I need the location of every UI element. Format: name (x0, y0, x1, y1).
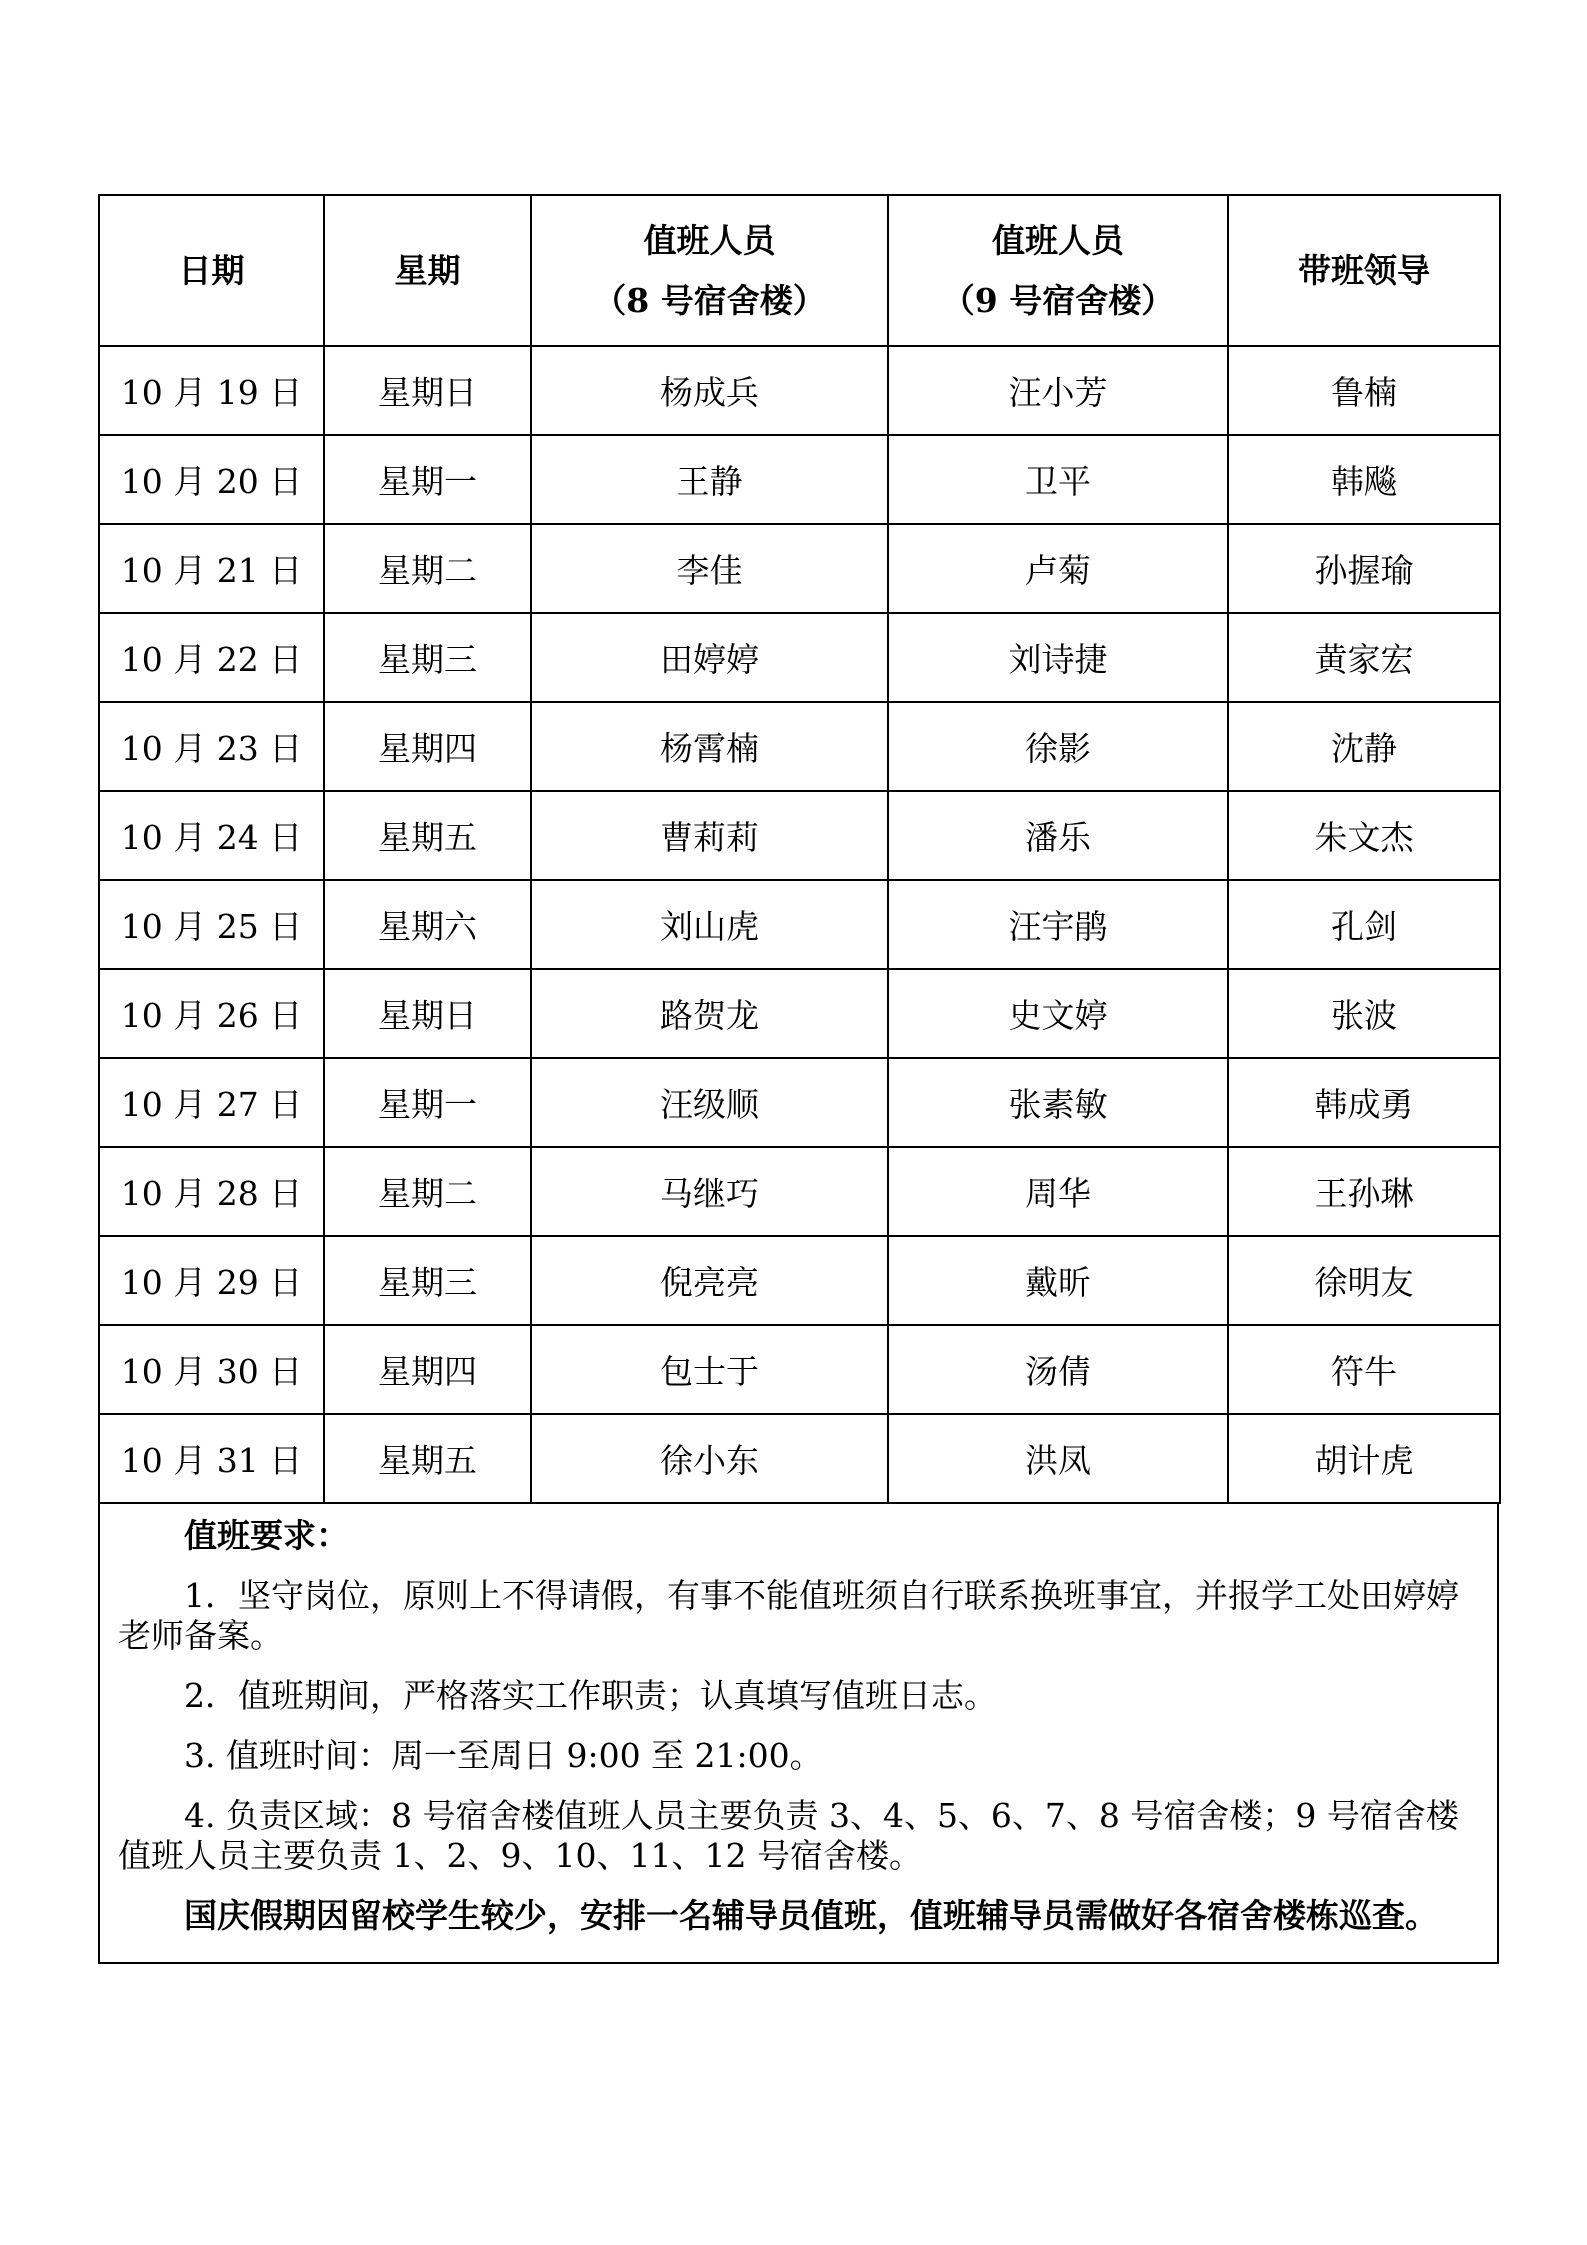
staff-building-8-cell: 王静 (531, 435, 888, 524)
weekday-cell: 星期四 (324, 1325, 531, 1414)
staff-building-8-cell: 曹莉莉 (531, 791, 888, 880)
date-cell: 10 月 29 日 (99, 1236, 324, 1325)
staff-building-8-cell: 田婷婷 (531, 613, 888, 702)
table-header-row (99, 195, 1500, 346)
date-cell: 10 月 21 日 (99, 524, 324, 613)
duty-schedule-table (98, 194, 1501, 1504)
table-row (99, 969, 1500, 1058)
leader-cell: 符牛 (1228, 1325, 1500, 1414)
weekday-cell: 星期三 (324, 613, 531, 702)
table-row (99, 346, 1500, 435)
staff-building-8-cell: 路贺龙 (531, 969, 888, 1058)
header-staff-building-8: 值班人员 （8 号宿舍楼） (531, 195, 888, 346)
leader-cell: 韩成勇 (1228, 1058, 1500, 1147)
date-cell: 10 月 30 日 (99, 1325, 324, 1414)
weekday-cell: 星期六 (324, 880, 531, 969)
staff-building-8-cell: 倪亮亮 (531, 1236, 888, 1325)
weekday-cell: 星期一 (324, 435, 531, 524)
date-cell: 10 月 31 日 (99, 1414, 324, 1503)
header-weekday: 星期 (324, 195, 531, 346)
table-row (99, 613, 1500, 702)
staff-building-8-cell: 马继巧 (531, 1147, 888, 1236)
table-row (99, 524, 1500, 613)
staff-building-8-cell: 包士于 (531, 1325, 888, 1414)
staff-building-8-cell: 徐小东 (531, 1414, 888, 1503)
holiday-note: 国庆假期因留校学生较少，安排一名辅导员值班，值班辅导员需做好各宿舍楼栋巡查。 (184, 1896, 1438, 1935)
header-staff-building-9: 值班人员 （9 号宿舍楼） (888, 195, 1228, 346)
table-row (99, 1236, 1500, 1325)
leader-cell: 孙握瑜 (1228, 524, 1500, 613)
date-cell: 10 月 26 日 (99, 969, 324, 1058)
table-row (99, 435, 1500, 524)
staff-building-8-cell: 杨成兵 (531, 346, 888, 435)
staff-building-9-cell: 卫平 (888, 435, 1228, 524)
leader-cell: 王孙琳 (1228, 1147, 1500, 1236)
weekday-cell: 星期三 (324, 1236, 531, 1325)
table-row (99, 1414, 1500, 1503)
staff-building-9-cell: 张素敏 (888, 1058, 1228, 1147)
date-cell: 10 月 25 日 (99, 880, 324, 969)
weekday-cell: 星期日 (324, 346, 531, 435)
staff-building-8-cell: 李佳 (531, 524, 888, 613)
date-cell: 10 月 28 日 (99, 1147, 324, 1236)
table-row (99, 1147, 1500, 1236)
weekday-cell: 星期四 (324, 702, 531, 791)
staff-building-9-cell: 汪小芳 (888, 346, 1228, 435)
leader-cell: 黄家宏 (1228, 613, 1500, 702)
leader-cell: 胡计虎 (1228, 1414, 1500, 1503)
staff-building-9-cell: 汤倩 (888, 1325, 1228, 1414)
staff-building-8-cell: 刘山虎 (531, 880, 888, 969)
table-row (99, 791, 1500, 880)
date-cell: 10 月 22 日 (99, 613, 324, 702)
leader-cell: 鲁楠 (1228, 346, 1500, 435)
leader-cell: 孔剑 (1228, 880, 1500, 969)
weekday-cell: 星期二 (324, 1147, 531, 1236)
date-cell: 10 月 20 日 (99, 435, 324, 524)
staff-building-9-cell: 徐影 (888, 702, 1228, 791)
weekday-cell: 星期五 (324, 791, 531, 880)
duty-roster-document (98, 194, 1499, 1964)
staff-building-9-cell: 汪宇鹃 (888, 880, 1228, 969)
table-row (99, 1325, 1500, 1414)
requirement-item-4: 4. 负责区域：8 号宿舍楼值班人员主要负责 3、4、5、6、7、8 号宿舍楼；9 号宿舍楼值班人员主要负责 1、2、9、10、11、12 号宿舍楼。 (118, 1796, 1459, 1875)
date-cell: 10 月 24 日 (99, 791, 324, 880)
table-row (99, 702, 1500, 791)
date-cell: 10 月 27 日 (99, 1058, 324, 1147)
table-row (99, 1058, 1500, 1147)
leader-cell: 韩飚 (1228, 435, 1500, 524)
weekday-cell: 星期五 (324, 1414, 531, 1503)
staff-building-9-cell: 戴昕 (888, 1236, 1228, 1325)
staff-building-9-cell: 潘乐 (888, 791, 1228, 880)
staff-building-8-cell: 杨霄楠 (531, 702, 888, 791)
leader-cell: 沈静 (1228, 702, 1500, 791)
staff-building-8-cell: 汪级顺 (531, 1058, 888, 1147)
weekday-cell: 星期日 (324, 969, 531, 1058)
staff-building-9-cell: 刘诗捷 (888, 613, 1228, 702)
leader-cell: 徐明友 (1228, 1236, 1500, 1325)
staff-building-9-cell: 周华 (888, 1147, 1228, 1236)
staff-building-9-cell: 洪凤 (888, 1414, 1228, 1503)
requirement-item-1: 1．坚守岗位，原则上不得请假，有事不能值班须自行联系换班事宜，并报学工处田婷婷老师备案。 (118, 1576, 1459, 1655)
table-body (99, 346, 1500, 1503)
duty-requirements (98, 1504, 1499, 1964)
weekday-cell: 星期一 (324, 1058, 531, 1147)
header-leader: 带班领导 (1228, 195, 1500, 346)
leader-cell: 朱文杰 (1228, 791, 1500, 880)
table-row (99, 880, 1500, 969)
weekday-cell: 星期二 (324, 524, 531, 613)
header-date: 日期 (99, 195, 324, 346)
leader-cell: 张波 (1228, 969, 1500, 1058)
staff-building-9-cell: 卢菊 (888, 524, 1228, 613)
date-cell: 10 月 19 日 (99, 346, 324, 435)
staff-building-9-cell: 史文婷 (888, 969, 1228, 1058)
date-cell: 10 月 23 日 (99, 702, 324, 791)
requirement-item-3: 3. 值班时间：周一至周日 9:00 至 21:00。 (184, 1736, 823, 1775)
requirements-title: 值班要求： (184, 1516, 349, 1555)
requirement-item-2: 2．值班期间，严格落实工作职责；认真填写值班日志。 (184, 1676, 997, 1715)
